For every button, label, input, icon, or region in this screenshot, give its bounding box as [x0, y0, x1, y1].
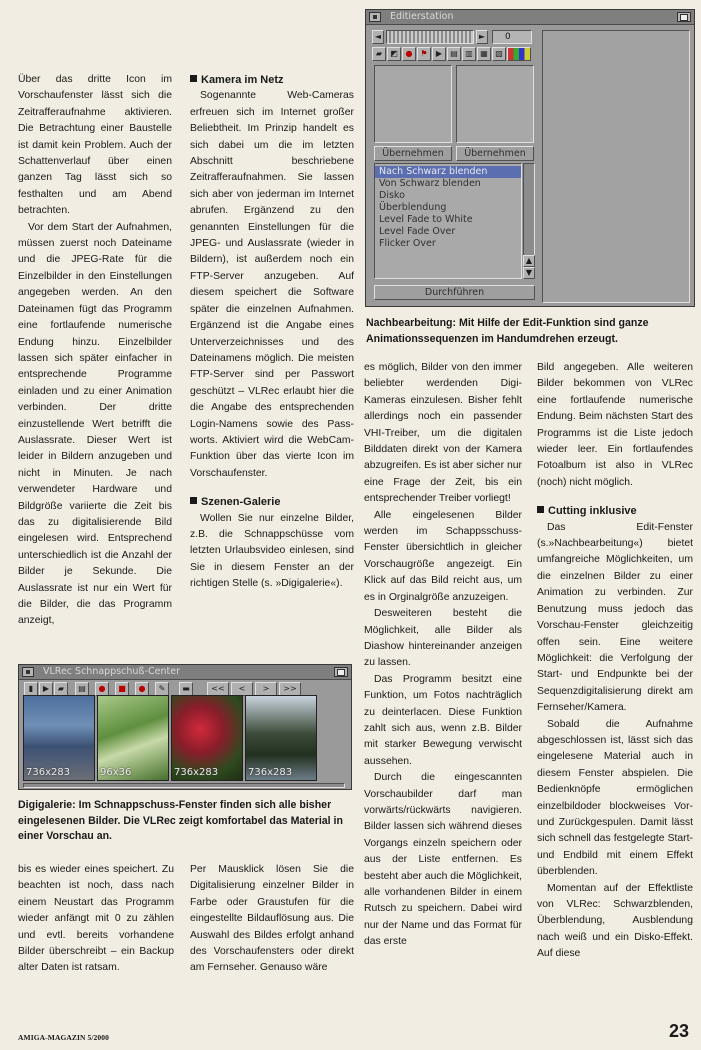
snapshot-thumbnail[interactable] [23, 695, 95, 781]
tool-icon[interactable]: ◩ [387, 47, 401, 61]
snapshot-window-caption: Digigalerie: Im Schnappschuss-Fenster finden sich alle bisher eingelesenen Bilder. Die VLRec zeigt komfortabel das Material in einer Vorschau an. [18, 799, 343, 842]
thumbnail-size-label: 736x283 [174, 767, 219, 778]
nav-first-button[interactable]: << [207, 682, 229, 696]
edit-window-caption: Nachbearbeitung: Mit Hilfe der Edit-Funktion sind ganze Animationssequenzen im Handumdrehen erzeugt. [366, 317, 649, 345]
close-gadget-icon[interactable] [22, 667, 34, 677]
run-button[interactable]: Durchführen [374, 285, 535, 300]
new-icon[interactable]: ▮ [24, 682, 38, 696]
article-column-3 [364, 360, 522, 1008]
section-heading-kamera [190, 72, 354, 88]
take-left-button[interactable]: Übernehmen [374, 146, 452, 161]
paragraph: Sobald die Aufnahme abgeschlossen ist, lässt sich das eingelesene Material auch in diesem Fenster abspielen. Die Bedienknöpfe ermöglichen einzelbildoder blockweises Vor- und Zurückgespulen. Damit lässt sich schnell das festgelegte Start- und Endbild mit einem Effekt überblenden. [537, 718, 693, 878]
scroll-up-icon[interactable]: ▲ [523, 255, 535, 267]
window-titlebar [19, 665, 351, 680]
article-column-4 [537, 360, 693, 1008]
section-heading-cutting [537, 503, 693, 519]
depth-gadget-icon[interactable] [334, 667, 348, 677]
snapshot-thumbnail[interactable] [171, 695, 243, 781]
paragraph: Sogenannte Web-Cameras erfreuen sich im Internet großer Beliebtheit. Im Prinzip handelt es sich dabei um die im letzten Abschnitt beschriebene Zeitrafferaufnahmen. Sie lassen sich aber von jederman im Internet abrufen. Ergänzend zu den genannten Einstellungen für die JPEG- und Auslassrate (wieder in Bildern), ist außerdem noch ein FTP-Server anzugeben. Auf diesem speichert die Software später die einzelnen Aufnahmen. Ergänzend ist die Angabe eines Unterverzeichnisses und des Dateinamens möglich. Die meisten FTP-Server sind per Passwort geschützt – VLRec erlaubt hier die die Angabe des entsprechenden Login-Namens sowie des Pass-worts. Aktiviert wird die WebCam-Funktion über das vierte Icon im Vorschaufenster. [190, 90, 354, 479]
record-icon[interactable]: ● [402, 47, 416, 61]
heading-text: Szenen-Galerie [201, 496, 281, 509]
frame-counter [492, 30, 532, 44]
back-arrow-button[interactable]: ◄ [372, 30, 384, 44]
heading-text: Cutting inklusive [548, 505, 637, 518]
article-column-1-bottom [18, 862, 174, 994]
start-frame-preview [374, 65, 452, 143]
bullet-square-icon [190, 75, 197, 82]
effect-item[interactable]: Disko [379, 190, 405, 201]
thumbnail-size-label: 736x283 [26, 767, 71, 778]
thumbnail-scrollbar[interactable] [23, 783, 345, 788]
paragraph: Per Mausklick lösen Sie die Digitalisierung einzelner Bilder in Farbe oder Graustufen für die eingestellte Bildauflösung aus. Die Auswahl des Bildes erfolgt anhand des Vorschaufensters oder direkt am Fernseher. Genauso wäre [190, 864, 354, 974]
snapshot-thumbnail[interactable] [245, 695, 317, 781]
snapshot-thumbnail[interactable] [97, 695, 169, 781]
effect-item[interactable]: Flicker Over [379, 238, 436, 249]
paragraph: Momentan auf der Effektliste von VLRec: Schwarzblenden, Überblendung, Ausblendung nach weiß und ein Disko-Effekt. Auf diese [537, 882, 693, 960]
end-frame-preview [456, 65, 534, 143]
heading-text: Kamera im Netz [201, 74, 284, 86]
paragraph: bis es wieder eines speichert. Zu beachten ist noch, dass nach einem Neustart das Programm wieder anfängt mit 0 zu zählen und evtl. bereits vorhandene Bilder überschreibt – ein Backup alter Daten ist ratsam. [18, 864, 174, 974]
record-icon[interactable]: ● [95, 682, 109, 696]
tool-icon[interactable]: ▥ [462, 47, 476, 61]
scroll-down-icon[interactable]: ▼ [523, 267, 535, 279]
section-heading-szenen [190, 494, 354, 510]
load-icon[interactable]: ▶ [39, 682, 53, 696]
paragraph: Wollen Sie nur einzelne Bilder, z.B. die Schnappschüsse vom letzten Urlaubsvideo einlesen, sind Sie in diesem Fenster an der richtigen Stelle (s. »Digigalerie«). [190, 512, 354, 590]
record-icon[interactable]: ● [135, 682, 149, 696]
edit-window-screenshot [365, 9, 695, 307]
window-title: VLRec Schnappschuß-Center [43, 666, 181, 677]
close-gadget-icon[interactable] [369, 12, 381, 22]
paragraph: Über das dritte Icon im Vorschaufenster lässt sich die Zeitrafferaufnahme aktivieren. Die Betrachtung einer Baustelle ist damit kein Problem. Auch der Schattenverlauf über einen ganzen Tag lässt sich so festhalten und am Abend betrachten. [18, 74, 172, 217]
paragraph: es möglich, Bilder von den immer beliebter werdenden Digi-Kameras einzulesen. Bisher fehlt allerdings noch ein passender VHI-Treiber, um die digitalen Bilddaten direkt von der Kamera abzugreifen. Es ist aber sicher nur eine Frage der Zeit, bis ein entsprechender Treiber vorliegt! [364, 362, 522, 505]
play-icon[interactable]: ▶ [432, 47, 446, 61]
paragraph: Vor dem Start der Aufnahmen, müssen zuerst noch Dateiname und die JPEG-Rate für die Einzelbilder in den Einstellungen angegeben werden. An den Dateinamen fügt das Programm eine fortlaufende numerische Endung hinzu. Einzelbilder lassen sich später einfacher in entsprechende Programme einladen und zu einer Animation verbinden. Der dritte einzustellende Wert betrifft die Auslassrate. Dieser Wert ist leider in Bildern anzugeben und nicht in Minuten. Je nach verwendeter Hardware und Bildgröße variierte die Zeit bis das zu digitalisierende Bild eingelesen wird. Entsprechend unterschiedlich ist die Anzahl der Bilder je Sekunde. Die Auslassrate ist nur ein Wert für die Bilder, die das Programm anzeigt, [18, 221, 172, 627]
effect-item[interactable]: Überblendung [379, 202, 447, 213]
magazine-footer: AMIGA-MAGAZIN 5/2000 [18, 1033, 109, 1042]
palette-icon[interactable] [507, 47, 531, 61]
effect-item[interactable]: Nach Schwarz blenden [375, 166, 521, 178]
paragraph: Alle eingelesenen Bilder werden im Schappsschuss-Fenster übersichtlich in gleicher Vorschaugröße angezeigt. Ein Klick auf das Bild reicht aus, um es in Orginalgröße anzuzeigen. [364, 509, 522, 603]
thumbnail-size-label: 736x283 [248, 767, 293, 778]
page-number: 23 [668, 1021, 689, 1041]
depth-gadget-icon[interactable] [677, 12, 691, 22]
bullet-square-icon [537, 506, 544, 513]
bullet-square-icon [190, 497, 197, 504]
tool-icon[interactable]: ▰ [372, 47, 386, 61]
article-column-1 [18, 72, 172, 656]
effect-item[interactable]: Level Fade to White [379, 214, 473, 225]
snapshot-window-screenshot [18, 664, 352, 790]
effect-item[interactable]: Von Schwarz blenden [379, 178, 481, 189]
paragraph: Durch die eingescannten Vorschaubilder darf man vorwärts/rückwärts navigieren. Bilder lassen sich während dieses Vorgangs einzeln speichern oder aus der Liste entfernen. Es besteht aber auch die Möglichkeit, alle vorhandenen Bilder in einem Rutsch zu speichern. Dabei wird nur der Name und das Format für das erste [364, 772, 522, 948]
nav-next-button[interactable]: > [255, 682, 277, 696]
effect-list[interactable] [374, 163, 522, 279]
nav-last-button[interactable]: >> [279, 682, 301, 696]
stop-icon[interactable]: ■ [115, 682, 129, 696]
window-title: Editierstation [390, 11, 454, 22]
tool-icon[interactable]: ▧ [492, 47, 506, 61]
tool-icon[interactable]: ▦ [477, 47, 491, 61]
paragraph: Bild angegeben. Alle weiteren Bilder bekommen von VLRec eine fortlaufende numerische Endung. Beim nächsten Start des Programms ist die Liste jedoch wieder leer. Ein fortlaufendes Fotoalbum ist also in VLRec (noch) nicht möglich. [537, 362, 693, 488]
save-icon[interactable]: ▰ [54, 682, 68, 696]
article-column-2-bottom [190, 862, 354, 994]
flag-icon[interactable]: ⚑ [417, 47, 431, 61]
tool-icon[interactable]: ▬ [179, 682, 193, 696]
frame-slider[interactable] [386, 30, 474, 44]
nav-prev-button[interactable]: < [231, 682, 253, 696]
article-column-2 [190, 72, 354, 656]
take-right-button[interactable]: Übernehmen [456, 146, 534, 161]
window-titlebar [366, 10, 694, 25]
paragraph: Das Edit-Fenster (s.»Nachbearbeitung«) bietet umfangreiche Möglichkeiten, um die einzelnen Bilder zu einer Animation zu verbinden. Zur Benutzung muss jedoch das Vorschau-Fenster gleichzeitig offen sein. Eine weitere Möglichkeit: die Verfolgung der Start- und Endpunkte bei der Sequenzdigitalisierung direkt am Fernseher/Kamera. [537, 521, 693, 714]
effect-item[interactable]: Level Fade Over [379, 226, 456, 237]
settings-icon[interactable]: ✎ [155, 682, 169, 696]
counter-value: 0 [505, 32, 511, 42]
tool-icon[interactable]: ▤ [75, 682, 89, 696]
main-preview-area [542, 30, 690, 303]
paragraph: Desweiteren besteht die Möglichkeit, alle Bilder als Diashow hintereinander anzeigen zu lassen. [364, 608, 522, 669]
forward-arrow-button[interactable]: ► [476, 30, 488, 44]
thumbnail-size-label: 96x36 [100, 767, 132, 778]
paragraph: Das Programm besitzt eine Funktion, um Fotos nachträglich zu deinterlacen. Diese Funktion zahlt sich aus, wenn z.B. Bilder mit starker Bewegung verwischt aussehen. [364, 673, 522, 767]
tool-icon[interactable]: ▤ [447, 47, 461, 61]
